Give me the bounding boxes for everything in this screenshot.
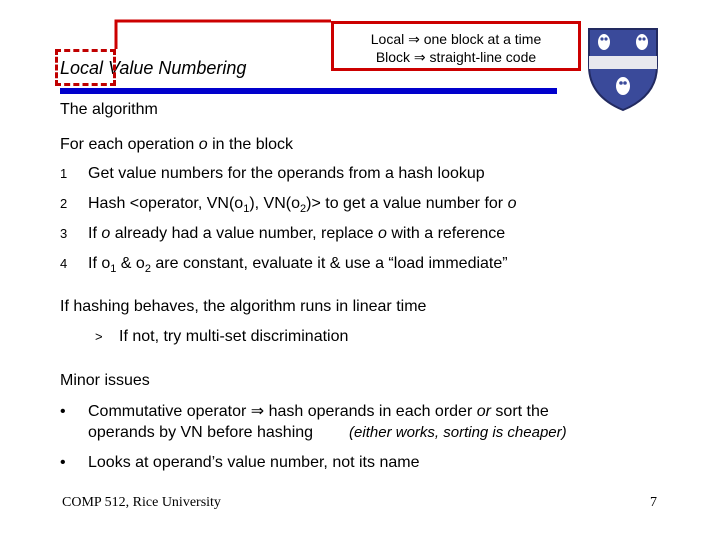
minor-issues-heading: Minor issues bbox=[60, 372, 150, 389]
slide-title: Local Value Numbering bbox=[60, 58, 247, 78]
step-var: o bbox=[101, 225, 111, 242]
subscript: 2 bbox=[300, 203, 307, 216]
subpoint-text: If not, try multi-set discrimination bbox=[119, 328, 349, 345]
subpoint-marker: > bbox=[95, 329, 103, 344]
issue-aside: (either works, sorting is cheaper) bbox=[349, 424, 567, 441]
step-text-c: )> to get a value number for bbox=[306, 195, 508, 212]
subscript: 1 bbox=[110, 263, 117, 276]
step-number: 3 bbox=[60, 226, 68, 241]
title-rule bbox=[60, 88, 557, 94]
step-text: Get value numbers for the operands from a hash lookup bbox=[88, 165, 485, 182]
hashing-line: If hashing behaves, the algorithm runs in linear time bbox=[60, 298, 427, 315]
subscript: 1 bbox=[243, 203, 250, 216]
step-text-a: Hash <operator, VN(o bbox=[88, 195, 244, 212]
issue-text-line2: operands by VN before hashing bbox=[88, 424, 314, 441]
minor-issue-1 bbox=[60, 401, 549, 421]
intro-line bbox=[60, 136, 293, 154]
issue-text-a: Commutative operator ⇒ hash operands in each order bbox=[88, 403, 477, 420]
step-text-a: If bbox=[88, 225, 102, 242]
algorithm-heading: The algorithm bbox=[60, 101, 158, 118]
step-number: 1 bbox=[60, 166, 68, 181]
local-highlight-box bbox=[55, 49, 116, 86]
step-var: o bbox=[507, 195, 517, 212]
callout-connector bbox=[116, 21, 331, 51]
step-text-c: with a reference bbox=[386, 225, 506, 242]
intro-prefix: For each operation bbox=[60, 136, 199, 153]
algorithm-step-2 bbox=[60, 195, 516, 215]
step-text-b: ), VN(o bbox=[249, 195, 300, 212]
algorithm-step-4 bbox=[60, 255, 508, 275]
algorithm-step-1 bbox=[60, 165, 485, 183]
step-number: 2 bbox=[60, 196, 68, 211]
bullet: • bbox=[60, 403, 66, 420]
issue-text: Looks at operand’s value number, not its name bbox=[88, 454, 420, 471]
intro-var: o bbox=[198, 136, 208, 153]
step-text-a: If o bbox=[88, 255, 111, 272]
step-number: 4 bbox=[60, 256, 68, 271]
bullet: • bbox=[60, 454, 66, 471]
step-text-c: are constant, evaluate it & use a “load immediate” bbox=[150, 255, 508, 272]
step-text-b: & o bbox=[116, 255, 145, 272]
minor-issue-1-line-2 bbox=[88, 424, 567, 442]
subscript: 2 bbox=[144, 263, 151, 276]
callout-line-2: Block ⇒ straight-line code bbox=[375, 49, 537, 65]
rice-university-shield-owls-icon bbox=[586, 26, 660, 112]
step-var: o bbox=[377, 225, 387, 242]
issue-text-b: sort the bbox=[490, 403, 549, 420]
callout-box bbox=[331, 21, 581, 71]
intro-suffix: in the block bbox=[207, 136, 294, 153]
algorithm-step-3 bbox=[60, 225, 505, 243]
footer-course: COMP 512, Rice University bbox=[62, 495, 221, 510]
step-text-b: already had a value number, replace bbox=[110, 225, 378, 242]
minor-issue-2 bbox=[60, 454, 419, 472]
issue-or: or bbox=[476, 403, 491, 420]
callout-line-1: Local ⇒ one block at a time bbox=[370, 31, 542, 47]
hashing-subpoint bbox=[95, 328, 348, 346]
page-number: 7 bbox=[650, 495, 657, 510]
